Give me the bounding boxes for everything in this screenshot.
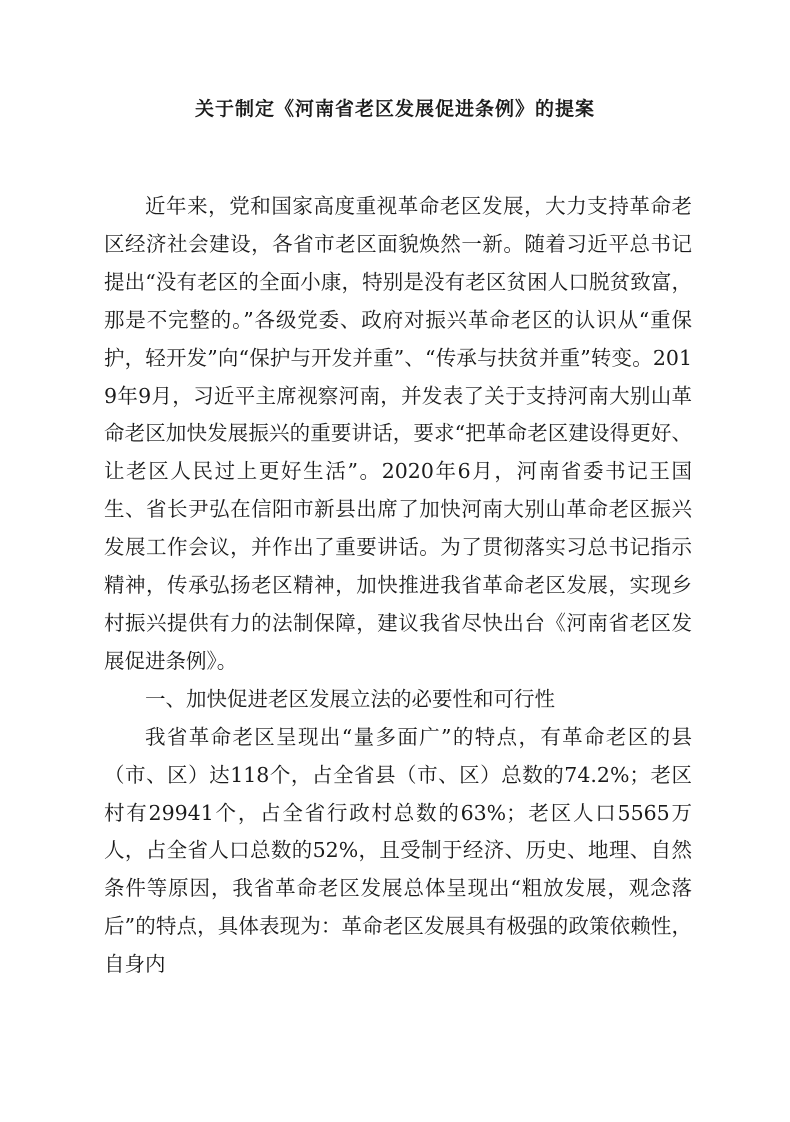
document-title: 关于制定《河南省老区发展促进条例》的提案 <box>194 98 595 120</box>
intro-paragraph: 近年来，党和国家高度重视革命老区发展，大力支持革命老区经济社会建设，各省市老区面貌焕然一新。随着习近平总书记提出“没有老区的全面小康，特别是没有老区贫困人口脱贫致富，那是不完整的。”各级党委、政府对振兴革命老区的认识从“重保护，轻开发”向“保护与开发并重”、“传承与扶贫并重”转变。2019年9月，习近平主席视察河南，并发表了关于支持河南大别山革命老区加快发展振兴的重要讲话，要求“把革命老区建设得更好、让老区人民过上更好生活”。2020年6月，河南省委书记王国生、省长尹弘在信阳市新县出席了加快河南大别山革命老区振兴发展工作会议，并作出了重要讲话。为了贯彻落实习总书记指示精神，传承弘扬老区精神，加快推进我省革命老区发展，实现乡村振兴提供有力的法制保障，建议我省尽快出台《河南省老区发展促进条例》。 <box>104 194 692 673</box>
document-body <box>104 188 692 984</box>
statistics-paragraph: 我省革命老区呈现出“量多面广”的特点，有革命老区的县（市、区）达118个，占全省县（市、区）总数的74.2%；老区村有29941个，占全省行政村总数的63%；老区人口5565万人，占全省人口总数的52%，且受制于经济、历史、地理、自然条件等原因，我省革命老区发展总体呈现出“粗放发展，观念落后”的特点，具体表现为：革命老区发展具有极强的政策依赖性，自身内 <box>104 724 692 977</box>
section-heading: 一、加快促进老区发展立法的必要性和可行性 <box>145 686 555 711</box>
